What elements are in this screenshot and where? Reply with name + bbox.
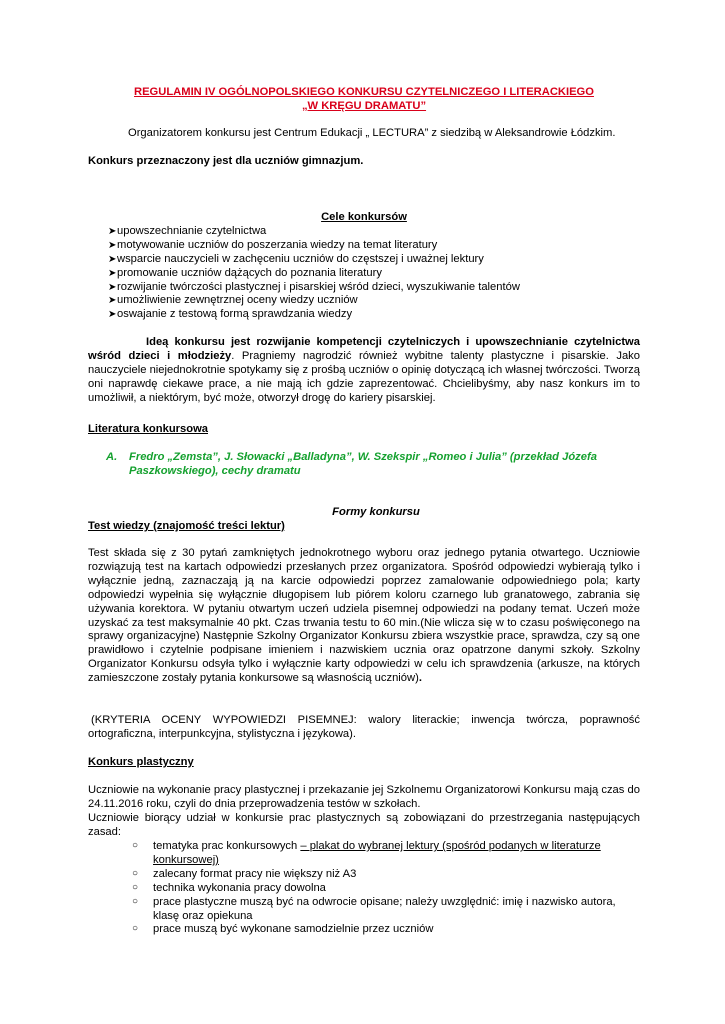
goals-list <box>88 225 640 322</box>
circle-bullet-icon: ○ <box>132 881 139 893</box>
circle-bullet-icon: ○ <box>132 895 139 907</box>
literature-text: Fredro „Zemsta”, J. Słowacki „Balladyna”, W. Szekspir „Romeo i Julia” (przekład Józefa Paszkowskiego), cechy dramatu <box>129 451 597 477</box>
arrow-bullet-icon: ➤ <box>108 309 117 321</box>
rule-item: ○ technika wykonania pracy dowolna <box>132 881 326 894</box>
goal-item: ➤ motywowanie uczniów do poszerzania wiedzy na temat literatury <box>108 238 438 251</box>
arrow-bullet-icon: ➤ <box>108 281 117 293</box>
circle-bullet-icon: ○ <box>132 923 139 935</box>
literature-item <box>106 451 640 479</box>
goal-item: ➤ oswajanie z testową formą sprawdzania wiedzy <box>108 308 353 321</box>
goal-item: ➤ umożliwienie zewnętrznej oceny wiedzy uczniów <box>108 294 358 307</box>
literature-marker: A. <box>106 451 118 463</box>
arrow-bullet-icon: ➤ <box>108 239 117 251</box>
rule-item: ○ prace muszą być wykonane samodzielnie przez uczniów <box>132 923 434 936</box>
idea-paragraph <box>88 336 640 406</box>
circle-bullet-icon: ○ <box>132 840 139 851</box>
arrow-bullet-icon: ➤ <box>108 253 117 265</box>
test-description: Test składa się z 30 pytań zamkniętych jednokrotnego wyboru oraz jednego pytania otwartego. Uczniowie rozwiązują test na kartach odpowiedzi przesłanych przez organizatora. Spośród odpowiedzi wybierają tylko i wyłącznie jedną, zaznaczają ją na karcie odpowiedzi poprzez zamalowanie odpowiedniego pola; karty odpowiedzi wypełnia się wyłącznie długopisem lub piórem koloru czarnego lub granatowego, zabrania się używania korektora. W pytaniu otwartym uczeń udziela pisemnej odpowiedzi na podany temat. Uczeń może uzyskać za test maksymalnie 40 pkt. Czas trwania testu to 60 min.(Nie wlicza się w to czasu poświęconego na sprawy organizacyjne) Następnie Szkolny Organizator Konkursu zbiera wszystkie prace, sprawdza, czy są one prawidłowo i czytelnie podpisane imieniem i nazwiskiem ucznia oraz opatrzone danymi szkoły. Szkolny Organizator Konkursu odsyła tylko i wyłącznie karty odpowiedzi w celu ich sprawdzenia (arkusze, na których zamieszczone zostały pytania konkursowe są własnością uczniów). <box>88 547 640 685</box>
rule-item: ○ zalecany format pracy nie większy niż A3 <box>132 867 357 880</box>
goal-item: ➤ promowanie uczniów dążących do poznania literatury <box>108 266 382 279</box>
art-rules-list <box>88 840 640 937</box>
criteria-paragraph: (KRYTERIA OCENY WYPOWIEDZI PISEMNEJ: walory literackie; inwencja twórcza, poprawność ortograficzna, interpunkcyjna, stylistyczna i językowa). <box>88 714 640 740</box>
art-text-rules: Uczniowie biorący udział w konkursie prac plastycznych są zobowiązani do przestrzegania następujących zasad: <box>88 812 640 838</box>
goal-item: ➤ upowszechnianie czytelnictwa <box>108 225 267 237</box>
art-text-deadline: Uczniowie na wykonanie pracy plastycznej i przekazanie jej Szkolnemu Organizatorowi Konkursu mają czas do 24.11.2016 roku, czyli do dnia przeprowadzenia testów w szkołach. <box>88 784 640 810</box>
art-heading: Konkurs plastyczny <box>88 756 194 768</box>
title-line-2: „W KRĘGU DRAMATU” <box>301 99 427 112</box>
idea-bold: Ideą konkursu jest rozwijanie kompetencji czytelniczych i upowszechnianie czytelnictwa wśród dzieci i młodzieży <box>88 336 640 362</box>
goal-item: ➤ rozwijanie twórczości plastycznej i pisarskiej wśród dzieci, wyszukiwanie talentów <box>108 280 520 293</box>
title-line-1: REGULAMIN IV OGÓLNOPOLSKIEGO KONKURSU CZYTELNICZEGO I LITERACKIEGO <box>134 86 594 98</box>
organizer-paragraph: Organizatorem konkursu jest Centrum Edukacji „ LECTURA” z siedzibą w Aleksandrowie Łódzkim. <box>128 127 616 139</box>
target-audience: Konkurs przeznaczony jest dla uczniów gimnazjum. <box>88 155 364 167</box>
rule-item: ○ prace plastyczne muszą być na odwrocie opisane; należy uwzględnić: imię i nazwisko autora, klasę oraz opiekuna <box>132 895 616 922</box>
arrow-bullet-icon: ➤ <box>108 295 117 307</box>
literature-heading: Literatura konkursowa <box>88 423 208 435</box>
rule-item: ○ tematyka prac konkursowych – plakat do wybranej lektury (spośród podanych w literaturze konkursowej) <box>132 840 601 866</box>
goals-heading: Cele konkursów <box>321 211 407 223</box>
test-heading: Test wiedzy (znajomość treści lektur) <box>88 520 285 532</box>
idea-rest: . Pragniemy nagrodzić również wybitne talenty plastyczne i pisarskie. Jako nauczyciele niejednokrotnie spotykamy się z prośbą uczniów o opinię dotyczącą ich własnej twórczości. Tworzą oni naprawdę ciekawe prace, a nie mają ich gdzie zaprezentować. Chcielibyśmy, aby nasz konkurs im to umożliwił, a niektórym, być może, otworzył drogę do kariery pisarskiej. <box>88 349 640 404</box>
goal-item: ➤ wsparcie nauczycieli w zachęceniu uczniów do częstszej i uważnej lektury <box>108 252 484 265</box>
arrow-bullet-icon: ➤ <box>108 267 117 279</box>
document-title <box>88 86 640 114</box>
arrow-bullet-icon: ➤ <box>108 226 117 237</box>
circle-bullet-icon: ○ <box>132 867 139 879</box>
forms-heading: Formy konkursu <box>332 506 420 518</box>
